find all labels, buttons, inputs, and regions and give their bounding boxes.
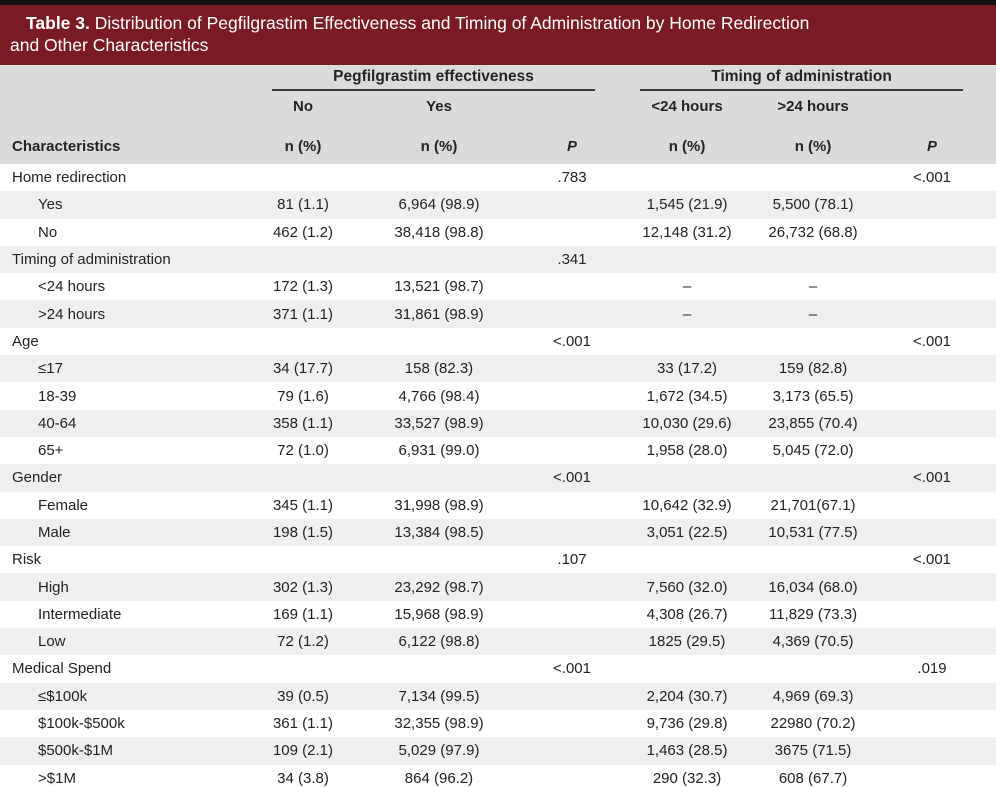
table-row	[0, 628, 996, 655]
cell-p-timing: <.001	[913, 332, 952, 350]
cell-effectiveness-no	[256, 328, 350, 355]
cell-effectiveness-no: 72 (1.2)	[277, 633, 329, 651]
cell-timing-gt24: 21,701(67.1)	[770, 496, 856, 514]
cell-effectiveness-yes: 15,968 (98.9)	[394, 605, 484, 623]
cell-p-timing	[868, 300, 996, 327]
cell-p-effectiveness: .783	[557, 169, 587, 187]
cell-p-timing	[868, 492, 996, 519]
cell-timing-gt24: –	[808, 305, 818, 323]
cell-characteristic: 18-39	[38, 387, 77, 405]
cell-effectiveness-no: 198 (1.5)	[272, 524, 334, 541]
cell-timing-gt24: 26,732 (68.8)	[768, 223, 858, 241]
cell-p-timing	[868, 355, 996, 382]
cell-p-timing	[868, 737, 996, 764]
cell-timing-gt24	[758, 164, 868, 191]
cell-characteristic: Female	[38, 496, 89, 514]
cell-effectiveness-no: 34 (3.8)	[277, 769, 329, 787]
cell-p-timing	[868, 219, 996, 246]
cell-p-effectiveness	[528, 191, 616, 218]
cell-characteristic: Male	[38, 524, 71, 541]
cell-p-timing	[868, 191, 996, 218]
cell-p-effectiveness	[528, 710, 616, 737]
cell-p-timing	[868, 437, 996, 464]
column-group-timing-cell	[616, 65, 996, 91]
cell-p-effectiveness	[528, 355, 616, 382]
table-row	[0, 246, 996, 273]
table-header	[0, 65, 996, 164]
cell-characteristic: >24 hours	[38, 305, 106, 323]
cell-effectiveness-no: 462 (1.2)	[272, 223, 334, 241]
cell-characteristic: >$1M	[38, 769, 76, 787]
cell-characteristic: <24 hours	[38, 278, 106, 296]
col-header-p-timing: P	[868, 121, 996, 164]
cell-p-effectiveness: <.001	[553, 332, 591, 350]
cell-effectiveness-no: 34 (17.7)	[272, 360, 334, 378]
cell-characteristic: High	[38, 578, 69, 596]
cell-p-effectiveness	[528, 410, 616, 437]
cell-characteristic: Yes	[38, 196, 63, 214]
cell-timing-lt24: 12,148 (31.2)	[642, 223, 732, 241]
cell-p-effectiveness	[528, 628, 616, 655]
cell-timing-gt24	[758, 328, 868, 355]
cell-timing-gt24	[758, 464, 868, 491]
cell-p-timing: <.001	[913, 469, 952, 487]
cell-characteristic: $100k-$500k	[38, 715, 125, 733]
subheader-spacer-2	[528, 91, 616, 121]
cell-effectiveness-no	[256, 464, 350, 491]
subheader-spacer-3	[868, 91, 996, 121]
cell-timing-lt24: 7,560 (32.0)	[646, 578, 728, 596]
cell-timing-gt24	[758, 246, 868, 273]
cell-p-timing: <.001	[913, 169, 952, 187]
cell-p-effectiveness	[528, 382, 616, 409]
table-row	[0, 492, 996, 519]
cell-p-effectiveness: <.001	[553, 660, 591, 678]
col-header-n-pct-lt24: n (%)	[616, 121, 758, 164]
cell-timing-lt24: 290 (32.3)	[652, 769, 722, 787]
cell-timing-lt24	[616, 546, 758, 573]
cell-p-effectiveness	[528, 765, 616, 787]
table-row	[0, 683, 996, 710]
col-header-no: No	[256, 91, 350, 121]
table-row	[0, 382, 996, 409]
cell-effectiveness-no: 72 (1.0)	[277, 442, 329, 460]
cell-timing-gt24: 4,369 (70.5)	[772, 633, 854, 651]
subgroup-header-row	[0, 91, 996, 121]
cell-p-timing: <.001	[913, 551, 952, 569]
cell-timing-gt24: 23,855 (70.4)	[768, 414, 858, 432]
cell-effectiveness-yes	[350, 246, 528, 273]
group-header-row	[0, 65, 996, 91]
cell-timing-gt24: 5,500 (78.1)	[772, 196, 854, 214]
cell-effectiveness-yes: 7,134 (99.5)	[398, 687, 480, 705]
cell-timing-lt24	[616, 246, 758, 273]
table-row	[0, 355, 996, 382]
cell-p-timing	[868, 683, 996, 710]
cell-timing-lt24: 10,030 (29.6)	[642, 414, 732, 432]
table-row	[0, 655, 996, 682]
cell-timing-lt24: 3,051 (22.5)	[646, 524, 728, 541]
table-title	[0, 5, 996, 65]
table-number: Table 3.	[26, 13, 90, 33]
cell-characteristic: Home redirection	[12, 169, 127, 187]
cell-p-timing	[868, 410, 996, 437]
cell-effectiveness-yes: 31,861 (98.9)	[394, 305, 484, 323]
cell-effectiveness-no: 358 (1.1)	[272, 414, 334, 432]
column-group-effectiveness-cell	[256, 65, 616, 91]
cell-effectiveness-yes: 33,527 (98.9)	[394, 414, 484, 432]
cell-effectiveness-no: 79 (1.6)	[277, 387, 329, 405]
cell-characteristic: Low	[38, 633, 66, 651]
cell-effectiveness-no	[256, 246, 350, 273]
cell-effectiveness-yes: 5,029 (97.9)	[398, 742, 480, 760]
cell-effectiveness-yes: 32,355 (98.9)	[394, 715, 484, 733]
table-row	[0, 601, 996, 628]
cell-p-effectiveness	[528, 519, 616, 546]
table-row	[0, 437, 996, 464]
cell-effectiveness-yes	[350, 328, 528, 355]
cell-timing-lt24: 33 (17.2)	[657, 360, 718, 378]
col-header-n-pct-no: n (%)	[256, 121, 350, 164]
cell-timing-gt24: –	[808, 278, 818, 296]
cell-effectiveness-yes: 864 (96.2)	[404, 769, 474, 787]
cell-effectiveness-yes	[350, 655, 528, 682]
column-group-effectiveness-label: Pegfilgrastim effectiveness	[272, 68, 595, 91]
table-row	[0, 328, 996, 355]
column-group-timing-label: Timing of administration	[640, 68, 963, 91]
cell-p-timing	[868, 273, 996, 300]
cell-p-timing	[868, 710, 996, 737]
cell-characteristic: ≤17	[38, 360, 63, 378]
cell-characteristic: Age	[12, 332, 39, 350]
cell-p-effectiveness	[528, 683, 616, 710]
cell-timing-gt24: 22980 (70.2)	[770, 715, 856, 733]
cell-p-effectiveness	[528, 219, 616, 246]
table-row	[0, 410, 996, 437]
cell-p-effectiveness	[528, 300, 616, 327]
cell-timing-lt24: –	[682, 278, 692, 296]
cell-characteristic: Medical Spend	[12, 660, 112, 678]
cell-timing-lt24: –	[682, 305, 692, 323]
cell-effectiveness-no: 172 (1.3)	[272, 278, 334, 296]
cell-effectiveness-yes: 13,521 (98.7)	[394, 278, 484, 296]
cell-effectiveness-yes: 13,384 (98.5)	[394, 524, 484, 541]
cell-timing-lt24: 1,545 (21.9)	[646, 196, 728, 214]
cell-characteristic: Timing of administration	[12, 251, 171, 269]
table-row	[0, 273, 996, 300]
cell-p-timing	[868, 628, 996, 655]
cell-characteristic: 65+	[38, 442, 64, 460]
cell-p-effectiveness	[528, 573, 616, 600]
cell-timing-gt24: 159 (82.8)	[778, 360, 848, 378]
cell-timing-lt24: 9,736 (29.8)	[646, 715, 728, 733]
data-table	[0, 65, 996, 787]
table-row	[0, 519, 996, 546]
table-row	[0, 710, 996, 737]
col-header-yes: Yes	[350, 91, 528, 121]
cell-effectiveness-yes	[350, 164, 528, 191]
cell-p-effectiveness	[528, 601, 616, 628]
cell-timing-gt24: 3675 (71.5)	[774, 742, 852, 760]
table-title-line1	[0, 12, 996, 34]
cell-characteristic: Risk	[12, 551, 42, 569]
cell-timing-lt24	[616, 164, 758, 191]
table-row	[0, 464, 996, 491]
cell-effectiveness-yes: 6,964 (98.9)	[398, 196, 480, 214]
cell-timing-lt24: 1,672 (34.5)	[646, 387, 728, 405]
table-row	[0, 573, 996, 600]
cell-characteristic: Gender	[12, 469, 63, 487]
cell-p-timing	[868, 382, 996, 409]
cell-effectiveness-yes	[350, 464, 528, 491]
table-row	[0, 546, 996, 573]
col-header-lt24-hours: <24 hours	[616, 91, 758, 121]
table-body	[0, 164, 996, 787]
cell-effectiveness-no	[256, 655, 350, 682]
table-row	[0, 765, 996, 787]
cell-timing-gt24: 5,045 (72.0)	[772, 442, 854, 460]
cell-effectiveness-no: 81 (1.1)	[277, 196, 329, 214]
cell-effectiveness-yes: 23,292 (98.7)	[394, 578, 484, 596]
cell-timing-lt24: 1,958 (28.0)	[646, 442, 728, 460]
cell-timing-lt24: 1,463 (28.5)	[646, 742, 728, 760]
cell-characteristic: ≤$100k	[38, 687, 88, 705]
cell-timing-gt24: 4,969 (69.3)	[772, 687, 854, 705]
subheader-spacer-1	[0, 91, 256, 121]
cell-effectiveness-no: 169 (1.1)	[272, 605, 334, 623]
cell-effectiveness-no	[256, 546, 350, 573]
cell-timing-gt24	[758, 655, 868, 682]
cell-p-timing	[868, 601, 996, 628]
cell-p-effectiveness: .107	[557, 551, 587, 569]
cell-characteristic: $500k-$1M	[38, 742, 114, 760]
cell-characteristic: No	[38, 223, 58, 241]
cell-timing-lt24: 1825 (29.5)	[648, 633, 726, 651]
group-header-spacer	[0, 65, 256, 91]
cell-timing-lt24: 4,308 (26.7)	[646, 605, 728, 623]
cell-timing-gt24: 10,531 (77.5)	[768, 524, 858, 541]
table-row	[0, 737, 996, 764]
cell-p-effectiveness	[528, 737, 616, 764]
cell-effectiveness-no: 345 (1.1)	[272, 496, 334, 514]
cell-timing-gt24	[758, 546, 868, 573]
cell-p-timing	[868, 246, 996, 273]
cell-effectiveness-no: 361 (1.1)	[272, 715, 334, 733]
col-header-n-pct-gt24: n (%)	[758, 121, 868, 164]
cell-timing-lt24: 2,204 (30.7)	[646, 687, 728, 705]
cell-effectiveness-yes: 31,998 (98.9)	[394, 496, 484, 514]
cell-timing-lt24: 10,642 (32.9)	[642, 496, 732, 514]
cell-effectiveness-yes	[350, 546, 528, 573]
cell-timing-gt24: 16,034 (68.0)	[768, 578, 858, 596]
cell-timing-lt24	[616, 328, 758, 355]
col-header-n-pct-yes: n (%)	[350, 121, 528, 164]
cell-timing-lt24	[616, 464, 758, 491]
table-row	[0, 191, 996, 218]
table-row	[0, 300, 996, 327]
table-row	[0, 219, 996, 246]
cell-effectiveness-yes: 38,418 (98.8)	[394, 223, 484, 241]
cell-timing-gt24: 608 (67.7)	[778, 769, 848, 787]
cell-effectiveness-no: 371 (1.1)	[272, 305, 334, 323]
cell-p-timing: .019	[917, 660, 947, 678]
table-title-line2: and Other Characteristics	[10, 35, 209, 55]
cell-effectiveness-no: 39 (0.5)	[277, 687, 329, 705]
column-header-row	[0, 121, 996, 164]
cell-timing-lt24	[616, 655, 758, 682]
cell-p-effectiveness: .341	[557, 251, 587, 269]
cell-p-effectiveness	[528, 492, 616, 519]
cell-p-timing	[868, 573, 996, 600]
cell-p-timing	[868, 519, 996, 546]
cell-effectiveness-yes: 6,931 (99.0)	[398, 442, 480, 460]
cell-effectiveness-no	[256, 164, 350, 191]
col-header-characteristics: Characteristics	[0, 121, 256, 164]
cell-effectiveness-no: 302 (1.3)	[272, 578, 334, 596]
cell-timing-gt24: 11,829 (73.3)	[768, 605, 858, 623]
cell-timing-gt24: 3,173 (65.5)	[772, 387, 854, 405]
cell-p-timing	[868, 765, 996, 787]
cell-effectiveness-no: 109 (2.1)	[272, 742, 334, 760]
cell-effectiveness-yes: 4,766 (98.4)	[398, 387, 480, 405]
cell-effectiveness-yes: 158 (82.3)	[404, 360, 474, 378]
cell-p-effectiveness: <.001	[553, 469, 591, 487]
col-header-gt24-hours: >24 hours	[758, 91, 868, 121]
table-title-text: Distribution of Pegfilgrastim Effectiveness and Timing of Administration by Home Redirection	[94, 13, 810, 33]
cell-p-effectiveness	[528, 437, 616, 464]
table-row	[0, 164, 996, 191]
cell-effectiveness-yes: 6,122 (98.8)	[398, 633, 480, 651]
cell-characteristic: 40-64	[38, 414, 77, 432]
cell-p-effectiveness	[528, 273, 616, 300]
col-header-p-effectiveness: P	[528, 121, 616, 164]
cell-characteristic: Intermediate	[38, 605, 122, 623]
